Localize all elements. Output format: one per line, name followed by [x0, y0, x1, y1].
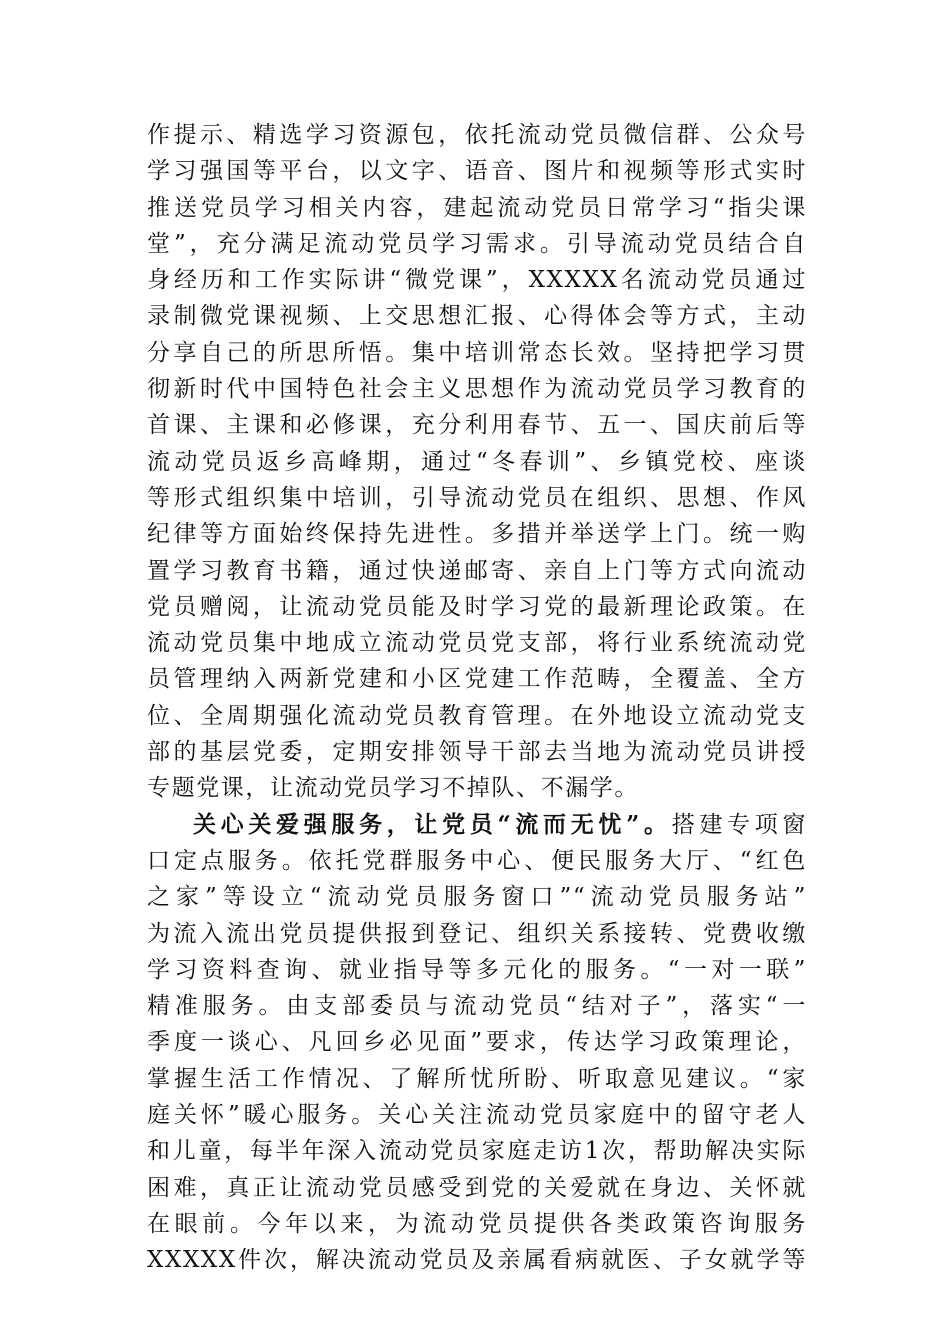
text-line: 推送党员学习相关内容，建起流动党员日常学习“指尖课: [147, 194, 807, 221]
text-line: XXXXX件次，解决流动党员及亲属看病就医、子女就学等: [147, 1247, 807, 1274]
paragraph-heading-rest: 搭建专项窗: [671, 811, 807, 838]
text-line: 置学习教育书籍，通过快递邮寄、亲自上门等方式向流动: [147, 557, 807, 584]
text-line: 作提示、精选学习资源包，依托流动党员微信群、公众号: [147, 122, 807, 148]
text-line: 堂”，充分满足流动党员学习需求。引导流动党员结合自: [147, 230, 807, 257]
paragraph-heading-line: [147, 807, 807, 843]
text-line: 和儿童，每半年深入流动党员家庭走访1次，帮助解决实际: [147, 1138, 807, 1165]
text-line: 学习资料查询、就业指导等多元化的服务。“一对一联”: [147, 956, 807, 983]
text-line: 学习强国等平台，以文字、语音、图片和视频等形式实时: [147, 158, 807, 185]
text-line: 纪律等方面始终保持先进性。多措并举送学上门。统一购: [147, 521, 807, 548]
text-line: 掌握生活工作情况、了解所忧所盼、听取意见建议。“家: [147, 1065, 807, 1092]
text-line: 精准服务。由支部委员与流动党员“结对子”，落实“一: [147, 993, 807, 1020]
text-line: 季度一谈心、凡回乡必见面”要求，传达学习政策理论，: [147, 1029, 807, 1056]
text-line: 之家”等设立“流动党员服务窗口”“流动党员服务站”: [147, 884, 807, 911]
text-line: 专题党课，让流动党员学习不掉队、不漏学。: [147, 775, 639, 802]
text-line: 位、全周期强化流动党员教育管理。在外地设立流动党支: [147, 702, 807, 729]
text-line: 口定点服务。依托党群服务中心、便民服务大厅、“红色: [147, 847, 807, 874]
paragraph-service: [147, 807, 807, 1279]
text-line: 庭关怀”暖心服务。关心关注流动党员家庭中的留守老人: [147, 1102, 807, 1129]
document-body: [147, 117, 807, 1279]
paragraph-learning: [147, 117, 807, 807]
text-line: 在眼前。今年以来，为流动党员提供各类政策咨询服务: [147, 1210, 807, 1237]
text-line: 党员赠阅，让流动党员能及时学习党的最新理论政策。在: [147, 593, 807, 620]
text-line: 首课、主课和必修课，充分利用春节、五一、国庆前后等: [147, 412, 807, 439]
text-line: 员管理纳入两新党建和小区党建工作范畴，全覆盖、全方: [147, 666, 807, 693]
text-line: 身经历和工作实际讲“微党课”，XXXXX名流动党员通过: [147, 267, 807, 294]
text-line: 等形式组织集中培训，引导流动党员在组织、思想、作风: [147, 484, 807, 511]
text-line: 流动党员返乡高峰期，通过“冬春训”、乡镇党校、座谈: [147, 448, 807, 475]
text-line: 困难，真正让流动党员感受到党的关爱就在身边、关怀就: [147, 1174, 807, 1201]
paragraph-heading: 关心关爱强服务，让党员“流而无忧”。: [193, 810, 672, 838]
text-line: 录制微党课视频、上交思想汇报、心得体会等方式，主动: [147, 303, 807, 330]
text-line: 分享自己的所思所悟。集中培训常态长效。坚持把学习贯: [147, 339, 807, 366]
text-line: 彻新时代中国特色社会主义思想作为流动党员学习教育的: [147, 376, 807, 403]
text-line: 为流入流出党员提供报到登记、组织关系接转、党费收缴: [147, 920, 807, 947]
text-line: 流动党员集中地成立流动党员党支部，将行业系统流动党: [147, 630, 807, 657]
text-line: 部的基层党委，定期安排领导干部去当地为流动党员讲授: [147, 739, 807, 766]
